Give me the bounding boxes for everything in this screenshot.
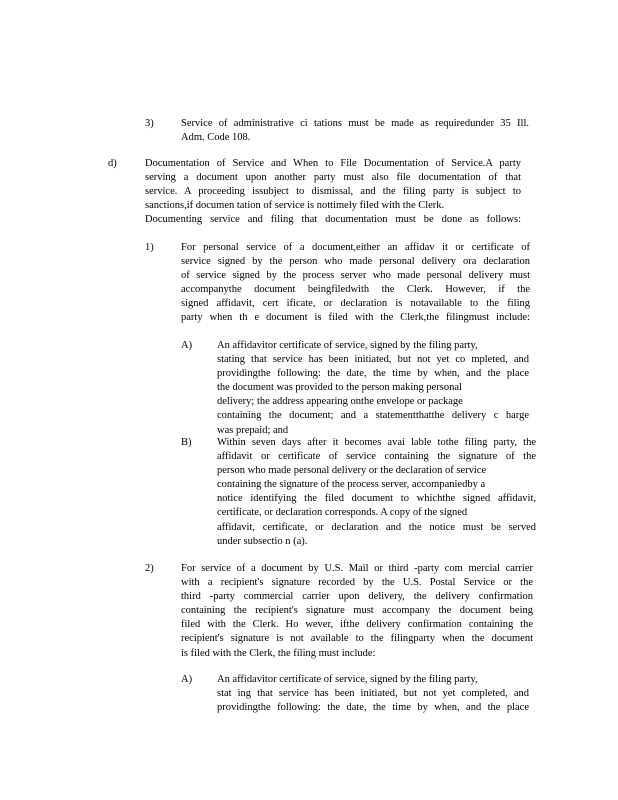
text-line: For personal service of a document,either an affidav it or certificate of: [181, 242, 530, 253]
text-line: with a recipient's signature recorded by the U.S. Postal Service or the: [181, 577, 533, 589]
text-line: party when th e document is filed with the Clerk,the filingmust include:: [181, 312, 530, 324]
text-line: serving a document upon another party must also file documentation of that: [145, 172, 521, 184]
text-line: certificate, or declaration corresponds. A copy of the signed: [217, 507, 468, 519]
text-line: person who made personal delivery or the declaration of service: [217, 465, 487, 477]
text-line: recipient's signature is not available to the filingparty when the document: [181, 633, 533, 645]
item-label: A): [181, 340, 193, 351]
text-line: notice identifying the filed document to whichthe signed affidavit,: [217, 493, 536, 505]
item-label: B): [181, 437, 192, 448]
text-line: affidavit, certificate, or declaration and the notice must be served: [217, 521, 536, 533]
item-text: [217, 673, 529, 715]
item-text: [217, 436, 536, 549]
item-text: [181, 117, 529, 145]
text-line: was prepaid; and: [217, 424, 289, 436]
text-line: is filed with the Clerk, the filing must include:: [181, 647, 376, 659]
text-line: filed with the Clerk. Ho wever, ifthe delivery confirmation containing the: [181, 619, 533, 631]
text-line: Adm. Code 108.: [181, 132, 251, 144]
text-line: For service of a document by U.S. Mail or third -party com mercial carrier: [181, 563, 533, 574]
item-label: d): [108, 158, 117, 169]
item-text: [181, 562, 533, 661]
item-label: 3): [145, 118, 154, 129]
item-label: 1): [145, 242, 154, 253]
text-line: third -party commercial carrier upon delivery, the delivery confirmation: [181, 591, 533, 603]
item-text: [217, 339, 529, 438]
text-line: Service of administrative ci tations must be made as requiredunder 35 Ill.: [181, 118, 529, 129]
text-line: service. A proceeding issubject to dismissal, and the filing party is subject to: [145, 186, 521, 198]
item-label: 2): [145, 563, 154, 574]
text-line: Within seven days after it becomes avai lable tothe filing party, the: [217, 437, 536, 448]
text-line: stating that service has been initiated, but not yet co mpleted, and: [217, 354, 529, 366]
text-line: providingthe following: the date, the time by when, and the place: [217, 368, 529, 380]
item-text: [181, 241, 530, 326]
text-line: providingthe following: the date, the time by when, and the place: [217, 702, 529, 714]
text-line: containing the recipient's signature must accompany the document being: [181, 605, 533, 617]
text-line: the document was provided to the person making personal: [217, 382, 462, 394]
item-label: A): [181, 674, 193, 685]
text-line: of service signed by the process server who made personal delivery must: [181, 270, 530, 282]
text-line: Documenting service and filing that documentation must be done as follows:: [145, 214, 521, 226]
text-line: accompanythe document beingfiledwith the Clerk. However, if the: [181, 284, 530, 296]
text-line: sanctions,if documen tation of service is nottimely filed with the Clerk.: [145, 200, 445, 212]
text-line: under subsectio n (a).: [217, 535, 308, 547]
text-line: containing the signature of the process server, accompaniedby a: [217, 479, 486, 491]
text-line: delivery; the address appearing onthe envelope or package: [217, 396, 463, 408]
text-line: service signed by the person who made personal delivery ora declaration: [181, 256, 530, 268]
text-line: stat ing that service has been initiated, but not yet completed, and: [217, 688, 529, 700]
item-text: [145, 157, 521, 227]
text-line: signed affidavit, cert ificate, or declaration is notavailable to the filing: [181, 298, 530, 310]
text-line: containing the document; and a statementthatthe delivery c harge: [217, 410, 529, 422]
text-line: Documentation of Service and When to File Documentation of Service.A party: [145, 158, 521, 169]
text-line: An affidavitor certificate of service, signed by the filing party,: [217, 340, 478, 351]
text-line: affidavit or certificate of service containing the signature of the: [217, 451, 536, 463]
text-line: An affidavitor certificate of service, signed by the filing party,: [217, 674, 478, 685]
